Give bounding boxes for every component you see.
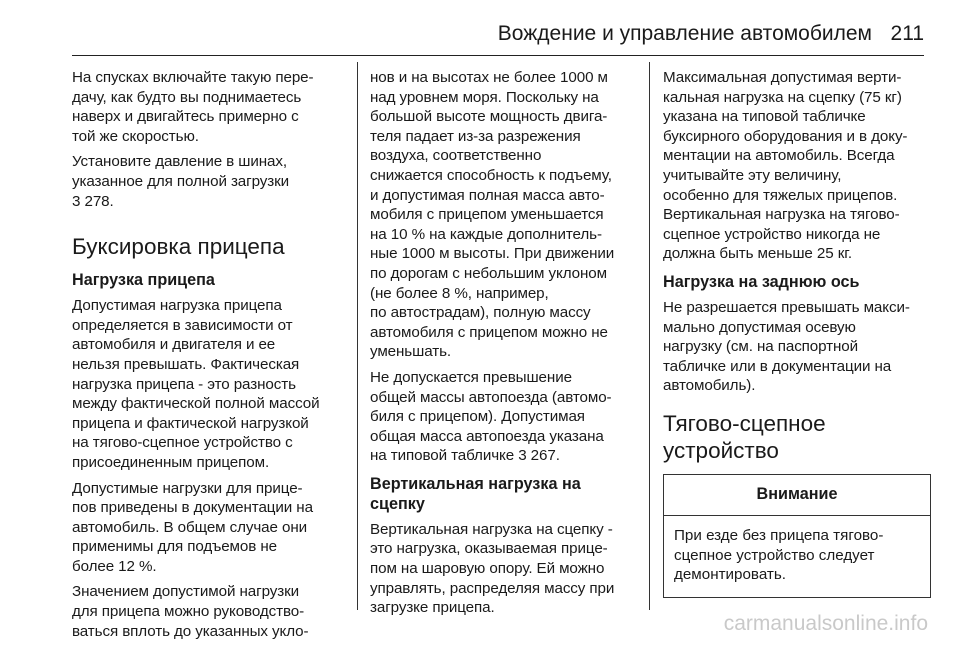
paragraph-altitude: нов и на высотах не более 1000 м над уровнем моря. Поскольку на большой высоте мощность двига- теля падает из-за разрежения воздуха, соответственно снижается способность к подъему, и допустимая полная масса авто- мобиля с прицепом уменьшается на 10 % на каждые дополнитель- ные 1000 м высоты. При движении по дорогам с небольшим уклоном (не более 8 %, например, по автострадам), полную массу автомобиля с прицепом можно не уменьшать.	[370, 69, 615, 361]
watermark: carmanualsonline.info	[723, 612, 928, 635]
paragraph-gross-mass: Не допускается превышение общей массы автопоезда (автомо- биля с прицепом). Допустимая общая масса автопоезда указана на типовой табличке 3 267.	[370, 368, 612, 465]
column-divider-2	[649, 62, 650, 610]
paragraph-rear-axle-load: Не разрешается превышать макси- мально допустимая осевую нагрузку (см. на паспортной табличке или в документации на автомобиль).	[663, 298, 910, 395]
section-title-trailer-towing: Буксировка прицепа	[72, 234, 285, 260]
paragraph-tire-pressure: Установите давление в шинах, указанное для полной загрузки 3 278.	[72, 153, 290, 210]
warning-box	[663, 474, 931, 598]
paragraph-downhill-gear: На спусках включайте такую пере- дачу, как будто вы поднимаетесь наверх и двигайтесь примерно с той же скоростью.	[72, 69, 314, 145]
paragraph-max-vertical-load: Максимальная допустимая верти- кальная нагрузка на сцепку (75 кг) указана на типовой табличке буксирного оборудования и в доку- ментации на автомобиль. Всегда учитывайте эту величину, особенно для тяжелых прицепов. Вертикальная нагрузка на тягово- сцепное устройство никогда не должна быть меньше 25 кг.	[663, 69, 908, 263]
column-right	[663, 68, 931, 598]
paragraph-permissible-loads: Допустимые нагрузки для прице- пов приведены в документации на автомобиль. В общем случае они применимы для подъемов не более 12 %.	[72, 479, 313, 575]
section-title-towing-device: Тягово-сцепное устройство	[663, 410, 826, 463]
warning-title: Внимание	[664, 475, 930, 516]
header-divider	[72, 55, 924, 56]
column-left	[72, 68, 340, 647]
header-title: Вождение и управление автомобилем	[497, 22, 872, 45]
paragraph-vertical-load: Вертикальная нагрузка на сцепку - это нагрузка, оказываемая прице- пом на шаровую опору. Ей можно управлять, распределяя массу при загрузке прицепа.	[370, 520, 615, 617]
subsection-title-rear-axle-load: Нагрузка на заднюю ось	[663, 272, 860, 291]
paragraph-load-guidance: Значением допустимой нагрузки для прицепа можно руководство- ваться вплоть до указанных укло-	[72, 583, 309, 640]
column-divider-1	[357, 62, 358, 610]
warning-body: При езде без прицепа тягово- сцепное устройство следует демонтировать.	[674, 526, 884, 584]
subsection-title-vertical-load: Вертикальная нагрузка на сцепку	[370, 474, 581, 513]
page-header	[0, 0, 960, 56]
column-middle	[370, 68, 638, 624]
page-number: 211	[890, 22, 924, 45]
paragraph-trailer-load: Допустимая нагрузка прицепа определяется в зависимости от автомобиля и двигателя и ее нельзя превышать. Фактическая нагрузка прицепа - это разность между фактической полной массой прицепа и фактической нагрузкой на тягово-сцепное устройство с присоединенным прицепом.	[72, 297, 320, 471]
subsection-title-trailer-load: Нагрузка прицепа	[72, 271, 215, 290]
